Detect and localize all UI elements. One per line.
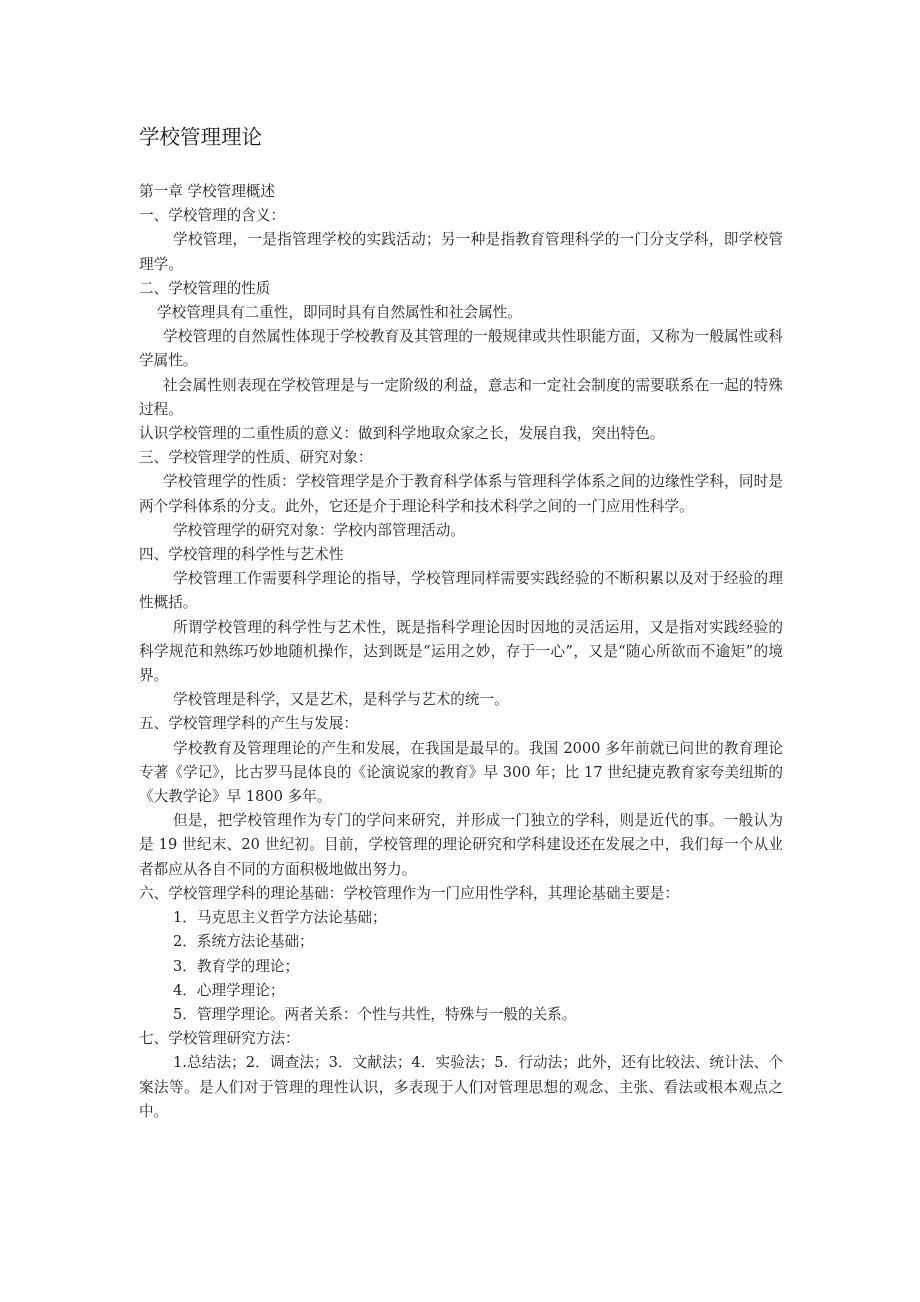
section-heading-5: 五、学校管理学科的产生与发展： (139, 715, 358, 733)
list-item: 2．系统方法论基础； (173, 933, 314, 951)
chapter-heading: 第一章 学校管理概述 (139, 183, 275, 200)
paragraph: 学校管理学的性质：学校管理学是介于教育科学体系与管理科学体系之间的边缘性学科，同时是两个学科体系的分支。此外，它还是介于理论科学和技术科学之间的一门应用性科学。 (139, 473, 783, 515)
paragraph: 社会属性则表现在学校管理是与一定阶级的利益，意志和一定社会制度的需要联系在一起的特殊过程。 (139, 376, 783, 418)
paragraph: 1.总结法；2．调查法；3．文献法；4．实验法；5．行动法；此外，还有比较法、统计法、个案法等。是人们对于管理的理性认识，多表现于人们对管理思想的观念、主张、看法或根本观点之中。 (139, 1054, 783, 1120)
paragraph: 所谓学校管理的科学性与艺术性，既是指科学理论因时因地的灵活运用，又是指对实践经验的科学规范和熟练巧妙地随机操作，达到既是“运用之妙，存于一心”，又是“随心所欲而不逾矩”的境界。 (139, 618, 783, 685)
paragraph: 学校管理工作需要科学理论的指导，学校管理同样需要实践经验的不断积累以及对于经验的理性概括。 (139, 570, 783, 612)
paragraph: 学校管理学的研究对象：学校内部管理活动。 (173, 521, 465, 539)
list-item: 1．马克思主义哲学方法论基础； (173, 909, 387, 927)
section-heading-7: 七、学校管理研究方法： (139, 1030, 300, 1048)
section-heading-2: 二、学校管理的性质 (139, 279, 271, 297)
section-heading-3: 三、学校管理学的性质、研究对象： (139, 449, 373, 467)
paragraph: 学校教育及管理理论的产生和发展，在我国是最早的。我国 2000 多年前就已问世的教育理论专著《学记》，比古罗马昆体良的《论演说家的教育》早 300 年；比 17 世纪捷克教育家夸美纽斯的《大教学论》早 1800 多年。 (139, 739, 783, 806)
paragraph: 认识学校管理的二重性质的意义：做到科学地取众家之长，发展自我，突出特色。 (139, 425, 665, 443)
list-item: 5．管理学理论。两者关系：个性与共性，特殊与一般的关系。 (173, 1005, 577, 1023)
document-title: 学校管理理论 (139, 125, 262, 149)
paragraph: 但是，把学校管理作为专门的学问来研究，并形成一门独立的学科，则是近代的事。一般认为是 19 世纪末、20 世纪初。目前，学校管理的理论研究和学科建设还在发展之中，我们每一个从业者都应从各自不同的方面积极地做出努力。 (139, 812, 783, 878)
section-heading-1: 一、学校管理的含义： (139, 207, 285, 225)
document-body (139, 180, 783, 1124)
paragraph: 学校管理是科学，又是艺术，是科学与艺术的统一。 (173, 691, 509, 709)
section-heading-6: 六、学校管理学科的理论基础：学校管理作为一门应用性学科，其理论基础主要是： (139, 884, 679, 902)
paragraph: 学校管理，一是指管理学校的实践活动；另一种是指教育管理科学的一门分支学科，即学校管理学。 (139, 231, 783, 273)
list-item: 4．心理学理论； (173, 981, 285, 999)
paragraph: 学校管理的自然属性体现于学校教育及其管理的一般规律或共性职能方面，又称为一般属性或科学属性。 (139, 328, 783, 370)
section-heading-4: 四、学校管理的科学性与艺术性 (139, 546, 344, 564)
list-item: 3．教育学的理论； (173, 957, 300, 975)
paragraph: 学校管理具有二重性，即同时具有自然属性和社会属性。 (157, 304, 522, 322)
